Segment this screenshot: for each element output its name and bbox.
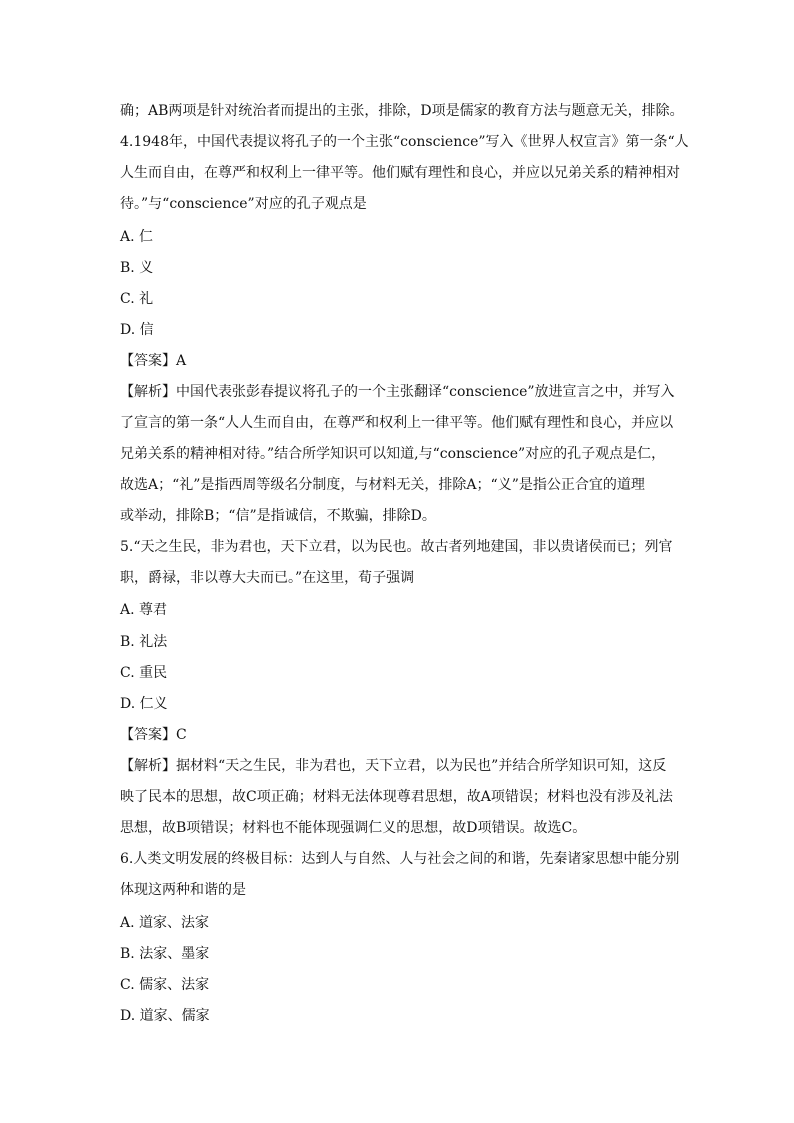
- question-5-option-c: C. 重民: [120, 665, 168, 681]
- question-6-option-a: A. 道家、法家: [120, 915, 210, 931]
- question-5-explanation: 【解析】据材料“天之生民，非为君也，天下立君，以为民也”并结合所学知识可知，这反: [120, 758, 667, 774]
- question-6-stem: 6.人类文明发展的终极目标：达到人与自然、人与社会之间的和谐，先秦诸家思想中能分别: [120, 851, 680, 867]
- question-5-answer: 【答案】C: [120, 727, 187, 743]
- question-4-option-d: D. 信: [120, 322, 154, 338]
- question-6-stem: 体现这两种和谐的是: [120, 882, 246, 898]
- question-4-explanation: 了宣言的第一条“人人生而自由，在尊严和权利上一律平等。他们赋有理性和良心，并应以: [120, 415, 674, 431]
- question-4-explanation: 兄弟关系的精神相对待。”结合所学知识可以知道,与“conscience”对应的孔子观点是仁，: [120, 446, 666, 462]
- question-5-stem: 职，爵禄，非以尊大夫而已。”在这里，荀子强调: [120, 570, 415, 586]
- question-4-stem: 4.1948年，中国代表提议将孔子的一个主张“conscience”写入《世界人权宣言》第一条“人: [120, 134, 689, 150]
- question-5-option-a: A. 尊君: [120, 602, 168, 618]
- question-4-answer: 【答案】A: [120, 353, 187, 369]
- question-4-option-a: A. 仁: [120, 229, 154, 245]
- question-4-option-b: B. 义: [120, 260, 154, 276]
- question-4-stem: 人生而自由，在尊严和权利上一律平等。他们赋有理性和良心，并应以兄弟关系的精神相对: [120, 165, 680, 181]
- question-4-explanation: 故选A；“礼”是指西周等级名分制度，与材料无关，排除A；“义”是指公正合宜的道理: [120, 477, 645, 493]
- question-5-option-b: B. 礼法: [120, 634, 168, 650]
- question-6-option-b: B. 法家、墨家: [120, 946, 210, 962]
- question-5-stem: 5.“天之生民，非为君也，天下立君，以为民也。故古者列地建国，非以贵诸侯而已；列官: [120, 539, 673, 555]
- question-4-stem: 待。”与“conscience”对应的孔子观点是: [120, 196, 367, 212]
- question-5-explanation: 映了民本的思想，故C项正确；材料无法体现尊君思想，故A项错误；材料也没有涉及礼法: [120, 789, 673, 805]
- question-5-explanation: 思想，故B项错误；材料也不能体现强调仁义的思想，故D项错误。故选C。: [120, 820, 587, 836]
- question-6-option-d: D. 道家、儒家: [120, 1008, 210, 1024]
- question-6-option-c: C. 儒家、法家: [120, 977, 210, 993]
- question-4-explanation: 或举动，排除B；“信”是指诚信，不欺骗，排除D。: [120, 508, 436, 524]
- question-4-explanation: 【解析】中国代表张彭春提议将孔子的一个主张翻译“conscience”放进宣言之中，并写入: [120, 384, 675, 400]
- question-5-option-d: D. 仁义: [120, 696, 168, 712]
- question-4-option-c: C. 礼: [120, 291, 154, 307]
- text-line: 确；AB两项是针对统治者而提出的主张，排除，D项是儒家的教育方法与题意无关，排除。: [120, 103, 684, 119]
